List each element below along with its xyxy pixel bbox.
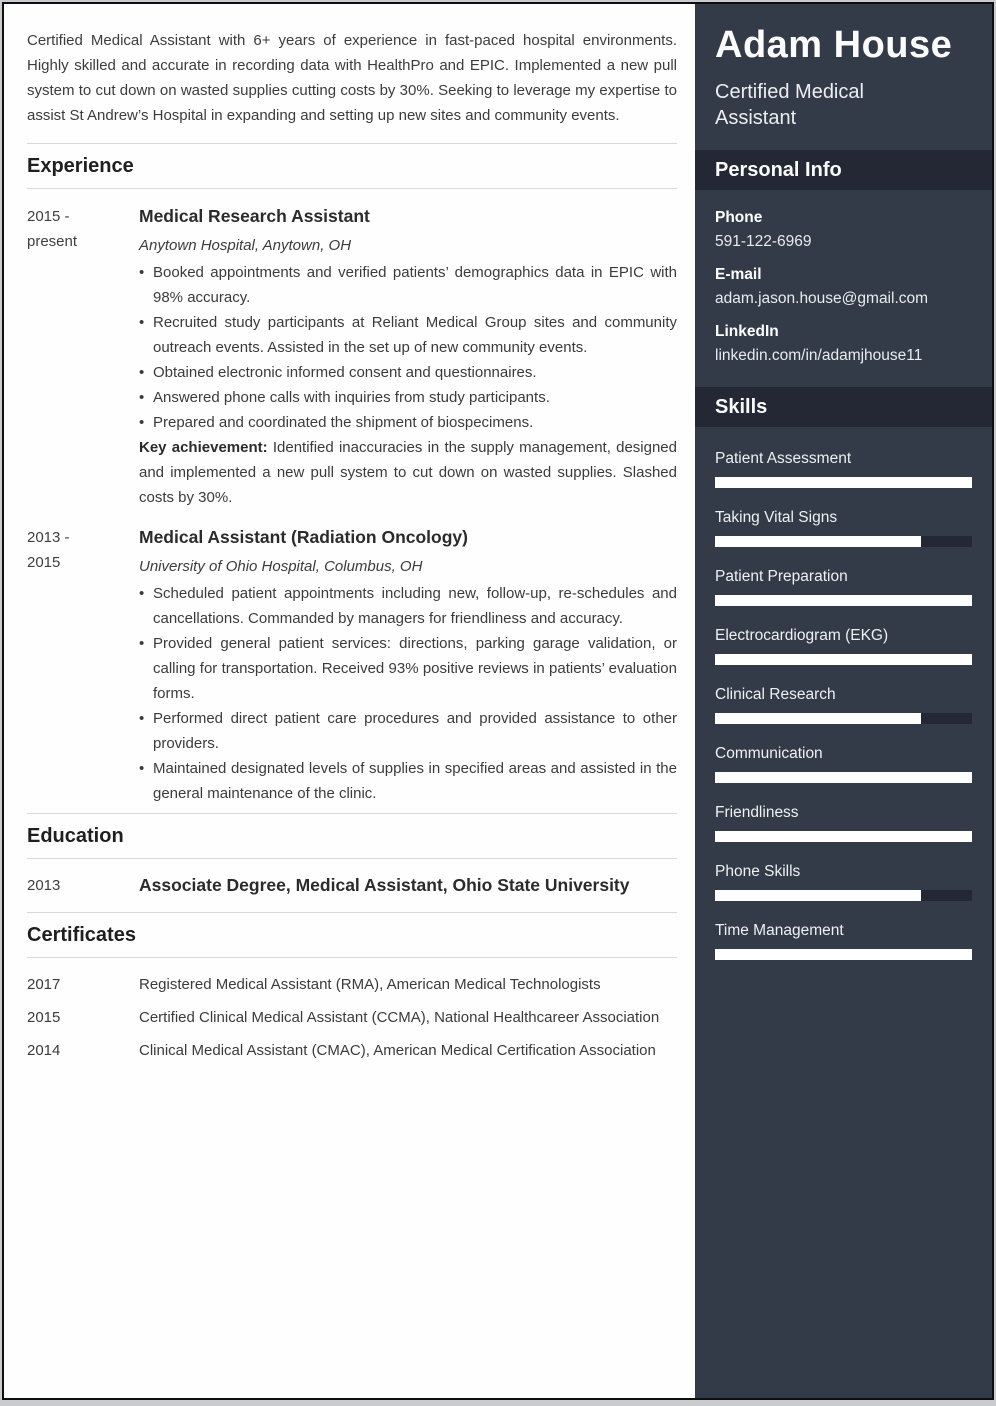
skill-fill [715, 536, 921, 547]
bullet-item [139, 756, 677, 806]
bullet-text: Performed direct patient care procedures and provided assistance to other providers. [153, 710, 677, 752]
skill-fill [715, 713, 921, 724]
person-name: Adam House [715, 24, 953, 66]
section-title-experience: Experience [27, 155, 134, 177]
certificate-row [27, 968, 677, 1001]
skill-fill [715, 831, 972, 842]
skill-name: Communication [715, 745, 823, 762]
personal-info-heading: Personal Info [695, 150, 992, 190]
bullet-text: Maintained designated levels of supplies in specified areas and assisted in the general maintenance of the clinic. [153, 760, 677, 802]
phone-value: 591-122-6969 [715, 233, 812, 250]
key-achievement [139, 435, 677, 510]
bullet-item [139, 385, 677, 410]
certificate-name: Clinical Medical Assistant (CMAC), American Medical Certification Association [139, 1042, 656, 1059]
sidebar-header [695, 4, 992, 131]
job-date-end: present [27, 233, 78, 250]
job-date-end: 2015 [27, 554, 61, 571]
personal-info-list [695, 190, 992, 368]
skill-name: Phone Skills [715, 863, 801, 880]
bullet-icon: • [139, 364, 145, 381]
skill-fill [715, 595, 972, 606]
bullet-text: Recruited study participants at Reliant Medical Group sites and community outreach events. Assisted in the set up of new community events. [153, 314, 677, 356]
certificate-year: 2017 [27, 976, 61, 993]
divider [27, 188, 677, 189]
info-item-email [715, 263, 972, 311]
skill-name: Clinical Research [715, 686, 836, 703]
job-details [139, 204, 677, 510]
person-job-title: Certified Medical Assistant [715, 81, 864, 129]
bullet-icon: • [139, 635, 145, 652]
bullet-icon: • [139, 414, 145, 431]
info-item-phone [715, 206, 972, 254]
skill-name: Patient Preparation [715, 568, 848, 585]
education-entry [27, 859, 677, 912]
skill-bar [715, 654, 972, 665]
education-year: 2013 [27, 877, 61, 894]
skill-item [715, 803, 972, 842]
info-item-linkedin [715, 320, 972, 368]
certificate-name: Registered Medical Assistant (RMA), American Medical Technologists [139, 976, 601, 993]
skill-bar [715, 595, 972, 606]
job-dates [27, 204, 139, 510]
skill-fill [715, 949, 972, 960]
certificate-year: 2014 [27, 1042, 61, 1059]
certificate-list [27, 958, 677, 1067]
bullet-text: Booked appointments and verified patients’ demographics data in EPIC with 98% accuracy. [153, 264, 677, 306]
summary-text: Certified Medical Assistant with 6+ years of experience in fast-paced hospital environments. Highly skilled and accurate in recording data with HealthPro and EPIC. Implemented a new pull system to cut down on wasted supplies cutting costs by 30%. Seeking to leverage my expertise to assist St Andrew’s Hospital in expanding and setting up new sites and community events. [27, 32, 677, 124]
info-label: LinkedIn [715, 323, 779, 340]
skill-item [715, 567, 972, 606]
skill-fill [715, 477, 972, 488]
skills-heading: Skills [695, 387, 992, 427]
skill-name: Patient Assessment [715, 450, 852, 467]
bullet-text: Obtained electronic informed consent and questionnaires. [153, 364, 537, 381]
job-bullet-list [139, 581, 677, 806]
email-value: adam.jason.house@gmail.com [715, 290, 929, 307]
skill-list [695, 427, 992, 960]
job-title: Medical Assistant (Radiation Oncology) [139, 527, 468, 547]
skill-bar [715, 949, 972, 960]
bullet-item [139, 360, 677, 385]
key-achievement-label: Key achievement: [139, 439, 268, 456]
bullet-item [139, 410, 677, 435]
bullet-item [139, 581, 677, 631]
bullet-item [139, 706, 677, 756]
skill-bar [715, 536, 972, 547]
job-dates [27, 525, 139, 806]
bullet-icon: • [139, 710, 145, 727]
bullet-icon: • [139, 760, 145, 777]
skill-name: Friendliness [715, 804, 799, 821]
job-title: Medical Research Assistant [139, 206, 370, 226]
skill-fill [715, 890, 921, 901]
bullet-icon: • [139, 264, 145, 281]
linkedin-value: linkedin.com/in/adamjhouse11 [715, 347, 923, 364]
resume-main-column [4, 4, 695, 1398]
section-title-certificates: Certificates [27, 924, 136, 946]
job-date-start: 2013 - [27, 529, 70, 546]
skill-bar [715, 831, 972, 842]
skill-item [715, 862, 972, 901]
info-label: Phone [715, 209, 763, 226]
skill-item [715, 921, 972, 960]
skill-item [715, 626, 972, 665]
skill-item [715, 685, 972, 724]
job-bullet-list [139, 260, 677, 435]
skill-bar [715, 772, 972, 783]
section-title-education: Education [27, 825, 124, 847]
bullet-icon: • [139, 314, 145, 331]
bullet-item [139, 631, 677, 706]
bullet-icon: • [139, 389, 145, 406]
bullet-item [139, 310, 677, 360]
job-details [139, 525, 677, 806]
skill-bar [715, 477, 972, 488]
info-label: E-mail [715, 266, 762, 283]
certificate-row [27, 1034, 677, 1067]
certificate-row [27, 1001, 677, 1034]
degree-title: Associate Degree, Medical Assistant, Ohio State University [139, 875, 630, 895]
resume-sidebar [695, 4, 992, 1398]
job-entry [27, 204, 677, 510]
skill-name: Taking Vital Signs [715, 509, 838, 526]
bullet-text: Answered phone calls with inquiries from study participants. [153, 389, 550, 406]
key-achievement-text: Identified inaccuracies in the supply management, designed and implemented a new pull system to cut down on wasted supplies. Slashed costs by 30%. [139, 439, 677, 506]
skill-name: Time Management [715, 922, 844, 939]
skill-fill [715, 654, 972, 665]
bullet-icon: • [139, 585, 145, 602]
skill-item [715, 744, 972, 783]
job-company: University of Ohio Hospital, Columbus, OH [139, 558, 423, 575]
certificate-year: 2015 [27, 1009, 61, 1026]
skill-item [715, 508, 972, 547]
certificate-name: Certified Clinical Medical Assistant (CCMA), National Healthcareer Association [139, 1009, 660, 1026]
skill-name: Electrocardiogram (EKG) [715, 627, 889, 644]
skill-bar [715, 713, 972, 724]
bullet-text: Scheduled patient appointments including new, follow-up, re-schedules and cancellations. Commanded by managers for friendliness and accuracy. [153, 585, 677, 627]
job-entry [27, 525, 677, 806]
bullet-item [139, 260, 677, 310]
job-company: Anytown Hospital, Anytown, OH [139, 237, 352, 254]
bullet-text: Provided general patient services: directions, parking garage validation, or calling for transportation. Received 93% positive reviews in patients’ evaluation forms. [153, 635, 677, 702]
job-date-start: 2015 - [27, 208, 70, 225]
skill-bar [715, 890, 972, 901]
bullet-text: Prepared and coordinated the shipment of biospecimens. [153, 414, 534, 431]
skill-fill [715, 772, 972, 783]
skill-item [715, 449, 972, 488]
resume-page [2, 2, 994, 1400]
